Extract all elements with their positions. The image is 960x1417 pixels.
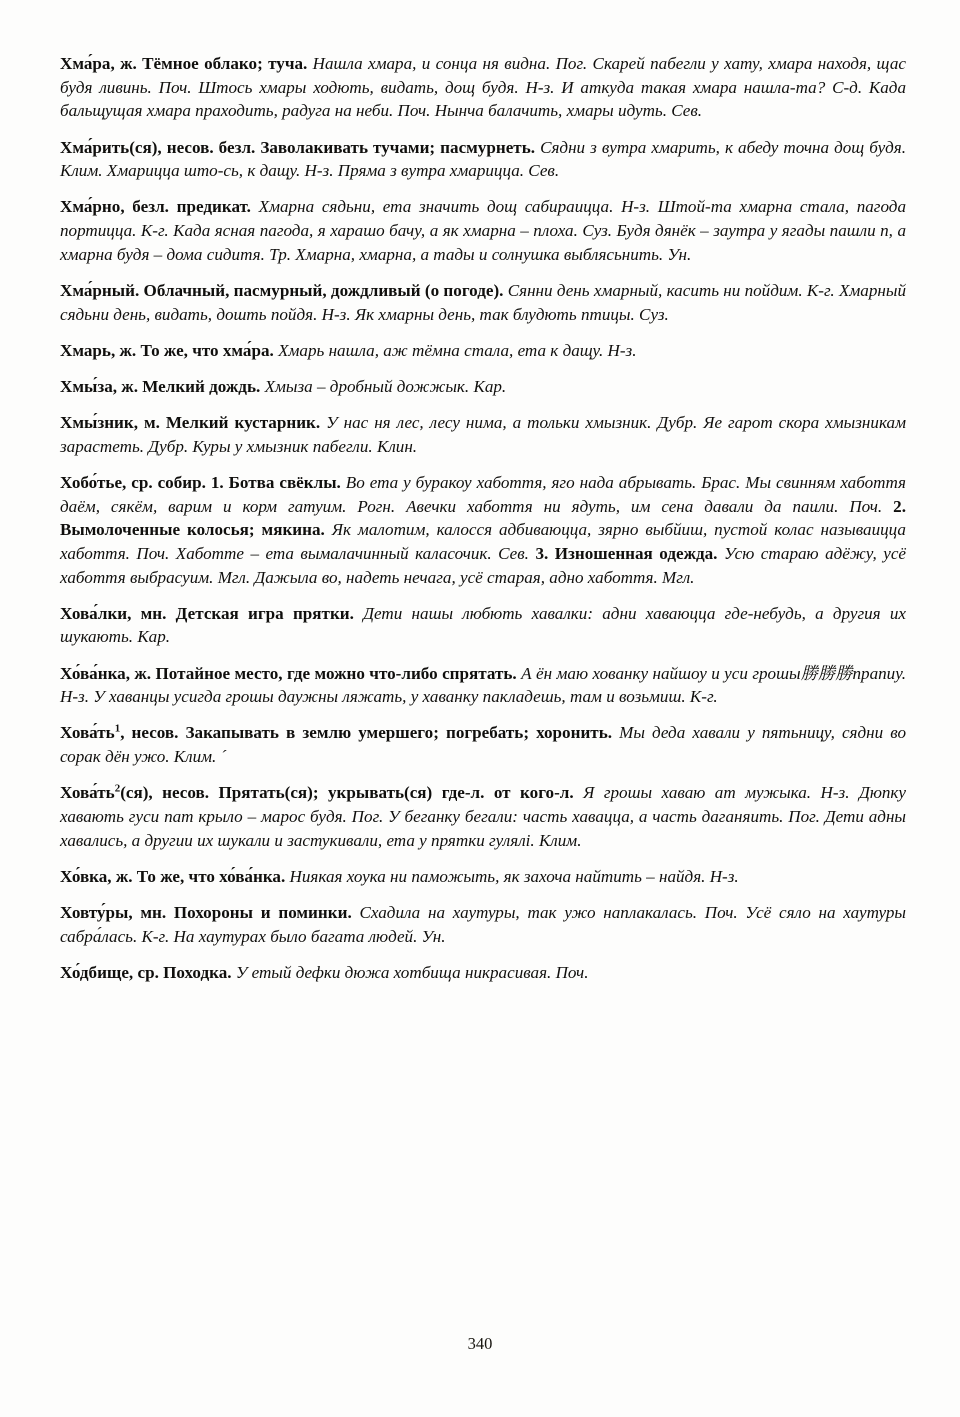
dictionary-entry: Хмарь, ж. То же, что хма́ра. Хмарь нашла, аж тёмна стала, ета к дащу. Н-з.	[60, 340, 637, 360]
dictionary-entry: Ховту́ры, мн. Похороны и поминки. Схадила на хаутуры, так ужо наплакалась. Поч. Усё сяло на хаутуры сабра́лась. К-г. На хаутурах было багата людей. Ун.	[60, 902, 906, 946]
dictionary-entry: $Хова́ть^2(ся)$, несов. Прятать(ся); укрывать(ся) где-л. от кого-л. Я грошы хаваю ат мужыка. Н-з. Дюпку хавають гуси пат крыло – марос будя. Пог. У беганку бегали: часть хавацца, а часть даганяить. Пог. Дети адны хавались, а другии их шукали и застукивали, ета у прятки гулялі. Клим.	[60, 782, 907, 850]
dictionary-entry: Хма́рить(ся), несов. безл. Заволакивать тучами; пасмурнеть. Сядни з вутра хмарить, к абеду точна дощ будя. Клим. Хмарицца што-сь, к дащу. Н-з. Пряма з вутра хмарицца. Сев.	[60, 137, 906, 181]
dictionary-entry: $Хова́ть^1$, несов. Закапывать в землю умершего; погребать; хоронить. Мы деда хавали у пятьницу, сядни во сорак дён ужо. Клим. ´	[60, 722, 906, 767]
dictionary-entry: Хо́вка, ж. То же, что хо́ва́нка. Ниякая хоука ни паможыть, як захоча найтить – найдя. Н-з.	[60, 866, 739, 886]
dictionary-entry: Хма́рно, безл. предикат. Хмарна сядьни, ета значить дощ сабираицца. Н-з. Штой-та хмарна стала, пагода портицца. К-г. Када ясная пагода, я харашо бачу, а як хмарна – плоха. Суз. Будя дянёк – заутра у ягады пашли п, а хмарна будя – дома сидитя. Тр. Хмарна, хмарна, а тады и солнушка выблясьнить. Ун.	[60, 197, 906, 264]
entry-list	[60, 52, 906, 985]
page-number: 340	[467, 1334, 493, 1353]
dictionary-entry: Хо́дбище, ср. Походка. У етый дефки дюжа хотбища никрасивая. Поч.	[60, 962, 589, 982]
dictionary-entry: Хо́ва́нка, ж. Потайное место, где можно что-либо спрятать. А ён маю хованку найшоу и уси грошы勝勝勝прапиу. Н-з. У хаванцы усигда грошы даужны ляжать, у хаванку пакладешь, там и возьмиш. К-г.	[60, 663, 906, 707]
dictionary-entry: Хобо́тье, ср. собир. 1. Ботва свёклы. Во ета у буракоу хабоття, яго нада абрывать. Брас. Мы свинням хабоття даём, сякём, варим и корм гатуим. Рогн. Авечки хабоття ни ядуть, им сена давали да паили. Поч. 2. Вымолоченные колосья; мякина. Як малотим, калосся адбиваюцца, зярно выбйиш, пустой колас называицца хабоття. Поч. Хаботте – ета вымалачинный каласочик. Сев. 3. Изношенная одежда. Усю стараю адёжу, усё хабоття выбрасуим. Мгл. Дажыла во, надеть нечага, усё старая, адно хабоття. Мгл.	[60, 472, 906, 587]
dictionary-entry: Хма́ра, ж. Тёмное облако; туча. Нашла хмара, и сонца ня видна. Пог. Скарей пабегли у хату, хмара находя, щас будя ливинь. Поч. Штось хмары ходють, видать, дощ будя. Н-з. И аткуда такая хмара нашла-та? С-д. Када бальщущая хмара праходить, радуга на неби. Поч. Нынча балачить, хмары идуть. Сев.	[60, 54, 906, 121]
dictionary-entry: Хова́лки, мн. Детская игра прятки. Дети нашы любють хавалки: адни хаваюцца где-небудь, а другия их шукають. Кар.	[60, 603, 906, 647]
dictionary-entry: Хмы́за, ж. Мелкий дождь. Хмыза – дробный дожжык. Кар.	[60, 376, 507, 396]
dictionary-entry: Хма́рный. Облачный, пасмурный, дождливый (о погоде). Сянни день хмарный, касить ни пойдим. К-г. Хмарный сядьни день, видать, дошть пойдя. Н-з. Як хмарны день, так блудють птицы. Суз.	[60, 280, 906, 324]
dictionary-entry: Хмы́зник, м. Мелкий кустарник. У нас ня лес, лесу нима, а тольки хмызник. Дубр. Яе гарот скора хмызникам зарастеть. Дубр. Куры у хмызник пабегли. Клин.	[60, 413, 906, 456]
